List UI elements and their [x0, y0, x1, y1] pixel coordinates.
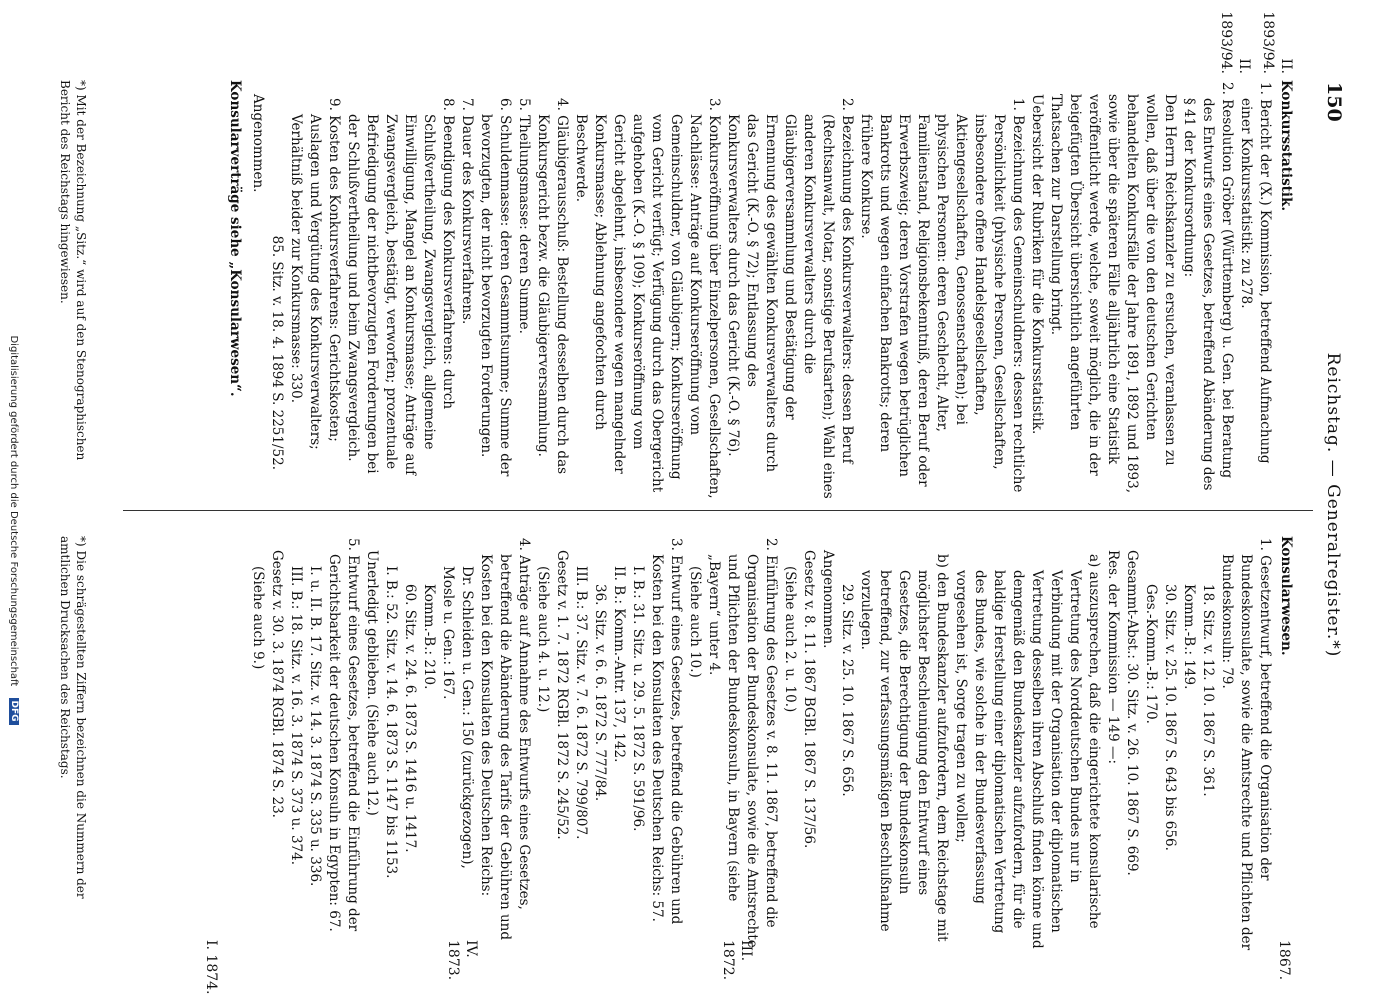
footnote-left: *) Mit der Bezeichnung „Sitz.“ wird auf den Stenographischen Bericht des Reichstags hingewiesen. [58, 80, 88, 461]
left-entry: 7. Dauer des Konkursverfahrens. [459, 98, 475, 325]
right-column [248, 536, 1295, 956]
running-title: Reichstag. — Generalregister.*) [1323, 352, 1343, 658]
right-entry: 4. Anträge auf Annahme des Entwurfs eines Gesetzes, betreffend die Abänderung des Tarifs der Gebühren und Kosten bei den Konsulaten des Deutschen Reichs: [478, 538, 532, 940]
right-entry: III. B.: 37. Sitz. v. 7. 6. 1872 S. 799/807. [573, 566, 589, 840]
margin-session-note: IV. 1873. [445, 940, 479, 981]
margin-session-note: II. 1893/94. [1218, 11, 1252, 74]
left-entry: Den Herrn Reichskanzler zu ersuchen, veranlassen zu wollen, daß über die von den deutschen Gerichten behandelten Konkursfälle der Jahre 1891, 1892 und 1893, sowie über die späteren Fälle alljährlich eine Statistik veröffentlicht werde, welche, soweit möglich, die in der beigefügten Übersicht übersichtlich angeführten Thatsachen zur Darstellung bringt. [1048, 94, 1178, 494]
margin-session-note: I. 1874. [203, 940, 219, 995]
right-entry: Ges.-Komm.-B.: 170. [1143, 584, 1159, 724]
right-entry: II. B.: Komm.-Antr. 137, 142. [611, 566, 627, 763]
right-entry: (Siehe auch 2. u. 10.) [782, 566, 798, 713]
right-entry: Dr. Schleiden u. Gen.: 150 (zurückgezogen), [459, 566, 475, 869]
footnote-right: *) Die schrägestellten Ziffern bezeichnen die Nummern der amtlichen Drucksachen des Reichstags. [58, 536, 88, 899]
right-entry: Komm.-B.: 210. [421, 584, 437, 690]
right-entry: b) den Bundeskanzler aufzufordern, dem Reichstage mit möglichster Beschleunigung den Entwurf eines Gesetzes, die Berechtigung der Bundeskonsuln betreffend, zur verfassungsmäßigen Beschlußnahme vorzulegen. [858, 554, 950, 942]
section-title-konkursstatistik: Konkursstatistik. [1278, 80, 1294, 212]
right-entry: Gesetz v. 1. 7. 1872 RGBl. 1872 S. 245/52. [554, 550, 570, 840]
margin-session-note: III. 1872. [720, 940, 754, 981]
right-entry: Mosle u. Gen.: 167. [440, 566, 456, 700]
left-entry: 9. Kosten des Konkursverfahrens: Gerichtskosten; Auslagen und Vergütung des Konkursverwalters; Verhältniß beider zur Konkursmasse: 330. [288, 98, 342, 450]
right-entry: 18. Sitz. v. 12. 10. 1867 S. 361. [1200, 584, 1216, 797]
right-entry: 3. Entwurf eines Gesetzes, betreffend die Gebühren und Kosten bei den Konsulaten des Deutschen Reichs: 57. [649, 538, 684, 925]
right-entry: Angenommen. [820, 550, 836, 649]
left-entry: 3. Konkurseröffnung über Einzelpersonen, Gesellschaften, Nachlässe: Anträge auf Konkurseröffnung vom Gemeinschuldner, von Gläubigern; Konkurseröffnung vom Gericht verfügt; Verfügung durch das Obergericht aufgehoben (K.-O. § 109); Konkurseröffnung vom Gericht abgelehnt, insbesondere wegen mangelnder Konkursmasse; Ablehnung angefochten durch Beschwerde. [573, 98, 722, 499]
right-entry: (Siehe auch 10.) [687, 566, 703, 678]
left-entry: 1. Bezeichnung des Gemeinschuldners: dessen rechtliche Persönlichkeit (physische Personen, Gesellschaften, insbesondere offene Handelsgesellschaften, Aktiengesellschaften, Genossenschaften); bei physischen Personen: deren Geschlecht, Alter, Familienstand, Religionsbekenntniß, deren Beruf oder Erwerbszweig; deren Vorstrafen wegen betrüglichen Bankrotts und wegen einfachen Bankrotts; deren frühere Konkurse. [858, 98, 1026, 493]
right-entry: Gesetz v. 30. 3. 1874 RGBl. 1874 S. 23. [269, 550, 285, 818]
section-title-konsularwesen: Konsularwesen. [1278, 536, 1294, 656]
imprint-text: Digitalisierung gefördert durch die Deutsche Forschungsgemeinschaft [8, 335, 19, 687]
left-entries [248, 80, 1274, 500]
right-entry: (Siehe auch 9.) [250, 566, 266, 670]
left-entry: 2. Resolution Gröber (Württemberg) u. Gen. bei Beratung des Entwurfs eines Gesetzes, betreffend Abänderung des § 41 der Konkursordnung: [1181, 82, 1235, 491]
margin-session-note: 1867. [1276, 940, 1292, 981]
left-entry: 6. Schuldenmasse: deren Gesammtsumme; Summe der bevorzugten, der nicht bevorzugten Forderungen. [478, 98, 513, 477]
cross-reference-konsularvertraege: Konsularverträge siehe „Konsularwesen“. [227, 80, 243, 397]
dfg-logo: DFG [9, 698, 19, 725]
left-column [223, 80, 1295, 500]
right-entry: 1. Gesetzentwurf, betreffend die Organisation der Bundeskonsulate, sowie die Amtsrechte und Pflichten der Bundeskonsuln: 79. [1219, 538, 1273, 951]
left-entry: Angenommen. [250, 94, 266, 193]
right-entry: 30. Sitz. v. 25. 10. 1867 S. 643 bis 656. [1162, 584, 1178, 851]
right-entry: Gesammt-Abst.: 30. Sitz. v. 26. 10. 1867 S. 669. [1124, 550, 1140, 876]
page-number: 150 [1323, 82, 1345, 122]
left-entry: Uebersicht der Rubriken für die Konkursstatistik. [1029, 94, 1045, 435]
column-divider [123, 510, 1313, 511]
right-entry: a) auszusprechen, daß die eingerichtete konsularische Vertretung des Norddeutschen Bundes nur in Verbindung mit der Organisation der diplomatischen Vertretung desselben ihren Abschluß finden könne und demgemäß den Bundeskanzler aufzufordern, für die baldige Herstellung einer diplomatischen Vertretung des Bundes, wie solche in der Bundesverfassung vorgesehen ist, Sorge tragen zu wollen; [953, 554, 1102, 949]
right-entry: 60. Sitz. v. 24. 6. 1873 S. 1416 u. 1417. [402, 584, 418, 853]
right-entry: (Siehe auch 4. u. 12.) [535, 566, 551, 713]
right-entry: 29. Sitz. v. 25. 10. 1867 S. 656. [839, 584, 855, 797]
margin-session-note: II. 1893/94. [1260, 11, 1294, 74]
right-entry: Res. der Kommission — 149 —: [1105, 550, 1121, 764]
left-entry: 2. Bezeichnung des Konkursverwalters: dessen Beruf (Rechtsanwalt, Notar, sonstige Berufsarten); Wahl eines anderen Konkursverwalters durch die Gläubigerversammlung und Bestätigung der Ernennung des gewählten Konkursverwalters durch das Gericht (K.-O. § 72); Entlassung des Konkursverwalters durch das Gericht (K.-O. § 76). [725, 98, 855, 499]
left-entry: 4. Gläubigerausschuß: Bestellung desselben durch das Konkursgericht bezw. die Gläubigerversammlung. [535, 98, 570, 475]
left-entry: 85. Sitz. v. 18. 4. 1894 S. 2251/52. [269, 235, 285, 470]
right-entry: Unerledigt geblieben. (Siehe auch 12.) [364, 550, 380, 816]
right-entry: 5. Entwurf eines Gesetzes, betreffend die Einführung der Gerichtsbarkeit der deutschen Konsuln in Egypten: 67. [326, 538, 361, 932]
left-entry: 8. Beendigung des Konkursverfahrens: durch Schlußvertheilung, Zwangsvergleich, allgemeine Einwilligung, Mangel an Konkursmasse; Anträge auf Zwangsvergleich, bestätigt, verworfen; prozentuale Befriedigung der nichtbevorzugten Forderungen bei der Schlußvertheilung und beim Zwangsvergleich. [345, 98, 456, 476]
right-entry: Gesetz v. 8. 11. 1867 BGBl. 1867 S. 137/56. [801, 550, 817, 849]
left-entry: 5. Theilungsmasse: deren Summe. [516, 98, 532, 334]
digitization-imprint [8, 90, 19, 970]
right-entry: I. B.: 31. Sitz. u. 29. 5. 1872 S. 591/96. [630, 566, 646, 832]
right-entry: I. u. II. B. 17. Sitz. v. 14. 3. 1874 S. 335 u. 336. [307, 566, 323, 887]
page-header [1317, 70, 1345, 940]
right-entry: 2. Einführung des Gesetzes v. 8. 11. 1867, betreffend die Organisation der Bundeskonsulate, sowie die Amtsrechte und Pflichten der Bundeskonsuln, in Bayern (siehe „Bayern“ unter 4. [706, 538, 779, 948]
right-entries [248, 536, 1274, 956]
right-entry: Komm.-B.: 149. [1181, 584, 1197, 690]
left-entry: 1. Bericht der (X.) Kommission, betreffend Aufmachung einer Konkursstatistik: zu 278. [1238, 82, 1273, 464]
right-entry: III. B.: 18. Sitz. v. 16. 3. 1874 S. 373 u. 374. [288, 566, 304, 866]
right-entry: I. B.: 52. Sitz. v. 14. 6. 1873 S. 1147 bis 1153. [383, 566, 399, 879]
right-entry: 36. Sitz. v. 6. 6. 1872 S. 777/84. [592, 584, 608, 802]
